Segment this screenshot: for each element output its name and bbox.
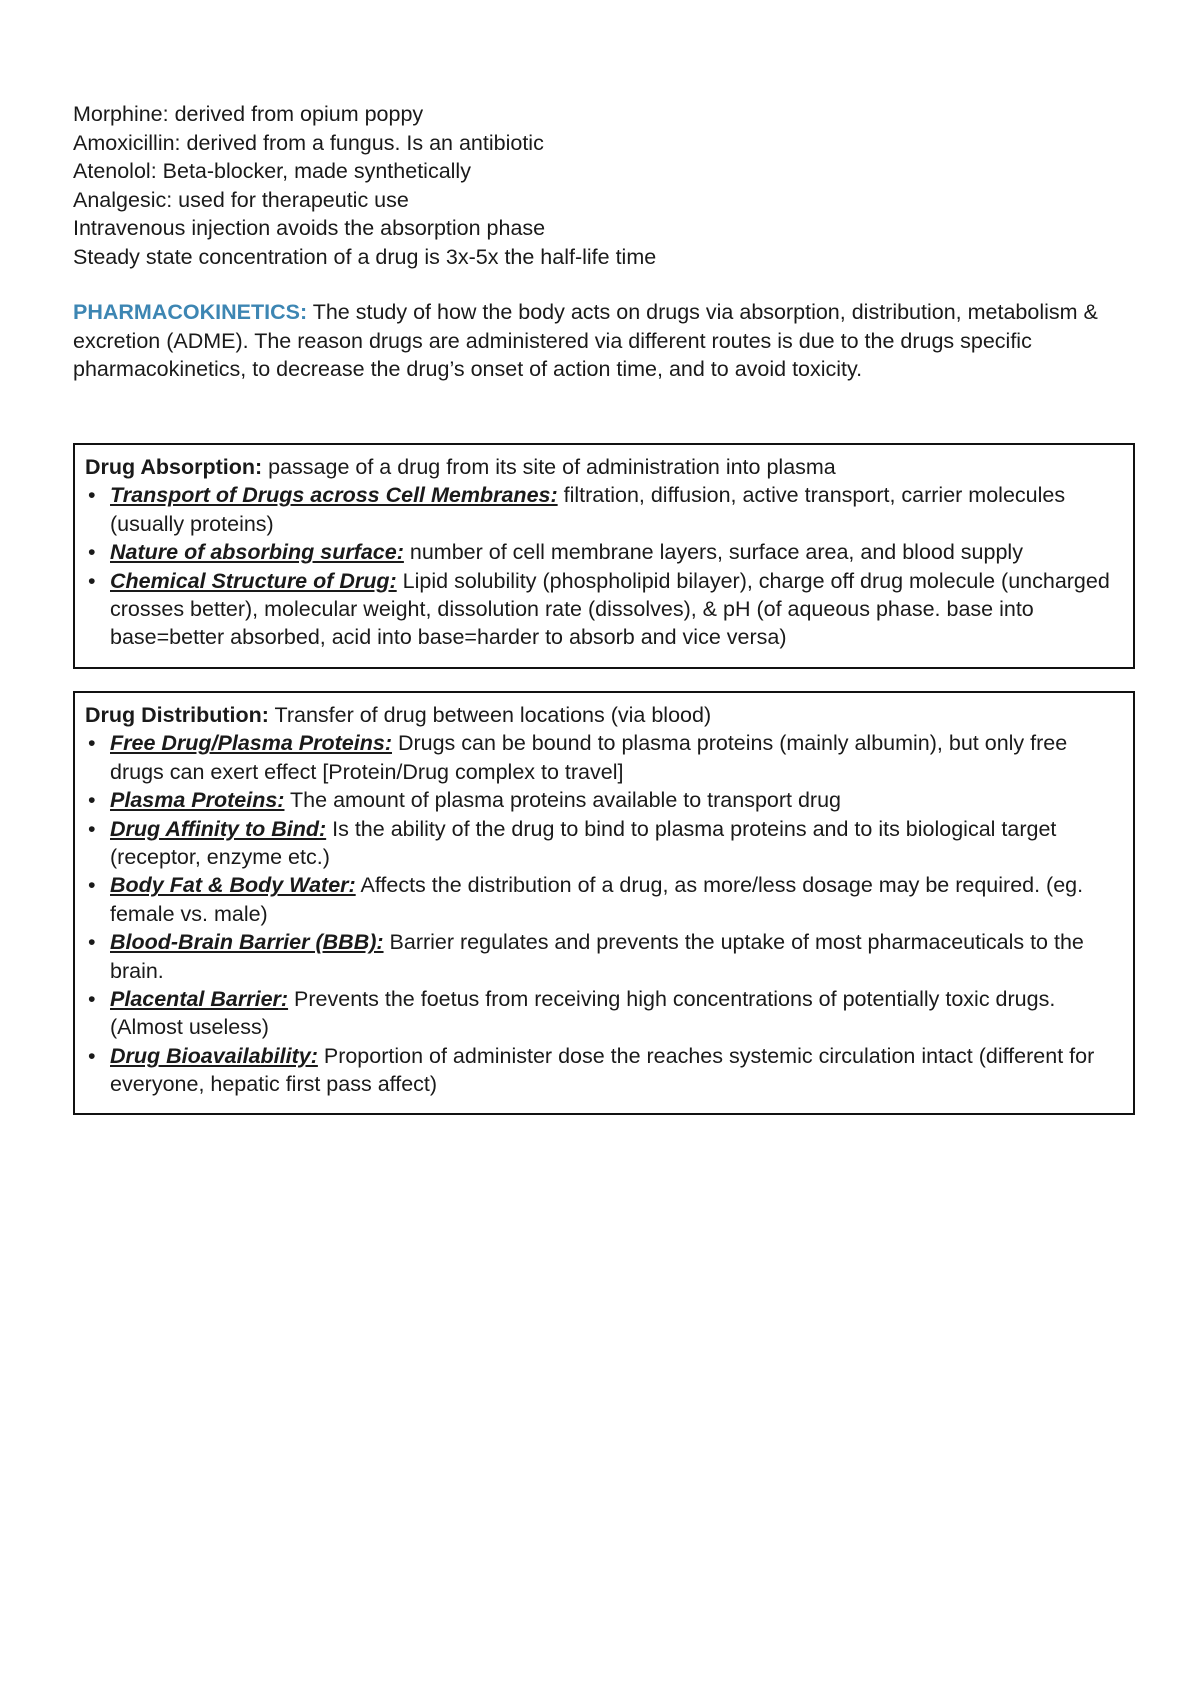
intro-line: Steady state concentration of a drug is 3x-5x the half-life time xyxy=(73,244,657,269)
bullet-icon: • xyxy=(88,788,96,813)
drug-distribution-box xyxy=(73,691,1135,1115)
intro-line: Morphine: derived from opium poppy xyxy=(73,102,424,126)
list-item xyxy=(85,871,1123,928)
bullet-term: Plasma Proteins: xyxy=(110,788,285,813)
bullet-text: Proportion of administer dose the reaches systemic circulation intact (different for everyone, hepatic first pass affect) xyxy=(110,1043,1095,1097)
pharmacokinetics-paragraph xyxy=(73,298,1133,384)
list-item xyxy=(85,928,1123,985)
bullet-term: Blood-Brain Barrier (BBB): xyxy=(110,930,384,955)
absorption-bullet-list xyxy=(85,481,1123,651)
bullet-text: Prevents the foetus from receiving high concentrations of potentially toxic drugs. (Almost useless) xyxy=(110,987,1056,1040)
list-item xyxy=(85,481,1123,538)
bullet-icon: • xyxy=(88,930,96,955)
intro-line: Intravenous injection avoids the absorption phase xyxy=(73,216,546,241)
drug-absorption-heading: Drug Absorption: xyxy=(85,455,263,479)
bullet-term: Free Drug/Plasma Proteins: xyxy=(110,731,392,756)
intro-line: Analgesic: used for therapeutic use xyxy=(73,187,409,212)
bullet-text: filtration, diffusion, active transport, carrier molecules (usually proteins) xyxy=(110,483,1066,536)
bullet-text: The amount of plasma proteins available to transport drug xyxy=(284,788,842,813)
list-item xyxy=(85,985,1123,1042)
drug-absorption-definition: passage of a drug from its site of administration into plasma xyxy=(262,455,836,479)
drug-distribution-intro xyxy=(85,701,1123,729)
drug-absorption-intro xyxy=(85,453,1123,481)
bullet-term: Chemical Structure of Drug: xyxy=(110,568,397,593)
bullet-term: Nature of absorbing surface: xyxy=(110,540,404,565)
list-item xyxy=(85,815,1123,872)
list-item xyxy=(85,567,1123,652)
bullet-icon: • xyxy=(88,568,96,593)
distribution-bullet-list xyxy=(85,729,1123,1098)
intro-line: Amoxicillin: derived from a fungus. Is an antibiotic xyxy=(73,130,544,155)
intro-notes xyxy=(73,100,656,272)
bullet-term: Body Fat & Body Water: xyxy=(110,873,356,898)
bullet-term: Drug Bioavailability: xyxy=(110,1043,318,1068)
list-item xyxy=(85,786,1123,814)
bullet-text: number of cell membrane layers, surface area, and blood supply xyxy=(403,540,1023,565)
bullet-text: Drugs can be bound to plasma proteins (mainly albumin), but only free drugs can exert effect [Protein/Drug complex to travel] xyxy=(110,731,1068,784)
bullet-term: Placental Barrier: xyxy=(110,987,289,1012)
bullet-icon: • xyxy=(88,540,96,565)
list-item xyxy=(85,1042,1123,1099)
bullet-text: Is the ability of the drug to bind to plasma proteins and to its biological target (receptor, enzyme etc.) xyxy=(110,816,1057,870)
drug-absorption-box xyxy=(73,443,1135,669)
drug-distribution-heading: Drug Distribution: xyxy=(85,703,269,727)
drug-distribution-definition: Transfer of drug between locations (via blood) xyxy=(268,703,712,727)
bullet-icon: • xyxy=(88,731,96,756)
list-item xyxy=(85,538,1123,566)
bullet-term: Transport of Drugs across Cell Membranes: xyxy=(110,483,558,508)
bullet-icon: • xyxy=(88,873,96,898)
list-item xyxy=(85,729,1123,786)
bullet-icon: • xyxy=(88,987,96,1012)
pharmacokinetics-heading: PHARMACOKINETICS: xyxy=(73,300,308,324)
bullet-icon: • xyxy=(88,816,96,841)
bullet-text: Lipid solubility (phospholipid bilayer), charge off drug molecule (uncharged crosses better), molecular weight, dissolution rate (dissolves), & pH (of aqueous phase. base into base=better absorbed, acid into base=harder to absorb and vice versa) xyxy=(110,568,1110,650)
bullet-icon: • xyxy=(88,483,96,508)
bullet-term: Drug Affinity to Bind: xyxy=(110,816,327,841)
pharmacokinetics-text: The study of how the body acts on drugs via absorption, distribution, metabolism & excretion (ADME). The reason drugs are administered via different routes is due to the drugs specific pharmacokinetics, to decrease the drug’s onset of action time, and to avoid toxicity. xyxy=(73,300,1098,382)
bullet-text: Barrier regulates and prevents the uptake of most pharmaceuticals to the brain. xyxy=(110,930,1084,983)
bullet-text: Affects the distribution of a drug, as more/less dosage may be required. (eg. female vs. male) xyxy=(110,873,1084,926)
intro-line: Atenolol: Beta-blocker, made synthetically xyxy=(73,159,471,184)
bullet-icon: • xyxy=(88,1043,96,1068)
